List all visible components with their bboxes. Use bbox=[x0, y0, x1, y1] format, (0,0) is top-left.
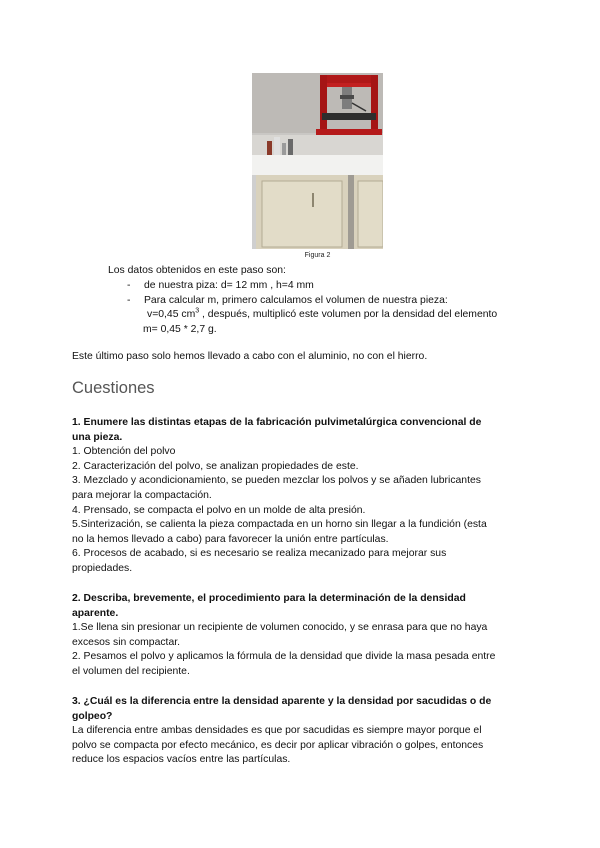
press-illustration bbox=[252, 73, 383, 249]
answer-line: 3. Mezclado y acondicionamiento, se pueden mezclar los polvos y se añaden lubricantes bbox=[72, 475, 481, 487]
answer-line: 4. Prensado, se compacta el polvo en un molde de alta presión. bbox=[72, 504, 366, 516]
answer-line: 2. Caracterización del polvo, se analizan propiedades de este. bbox=[72, 460, 359, 472]
question-title: aparente. bbox=[72, 607, 119, 619]
data-bullet-list bbox=[127, 279, 497, 337]
question-title: golpeo? bbox=[72, 710, 113, 722]
cubic-superscript: 3 bbox=[195, 307, 200, 315]
bullet-dash: - bbox=[127, 280, 131, 291]
answer-line: 2. Pesamos el polvo y aplicamos la fórmula de la densidad que divide la masa pesada entre bbox=[72, 651, 496, 663]
question-title: 3. ¿Cuál es la diferencia entre la densidad aparente y la densidad por sacudidas o de bbox=[72, 696, 492, 707]
question-title: una pieza. bbox=[72, 431, 123, 443]
answer-line: propiedades. bbox=[72, 562, 133, 574]
figure-caption: Figura 2 bbox=[304, 252, 331, 259]
answer-line: polvo se compacta por efecto mecánico, es decir por aplicar vibración o golpes, entonces bbox=[72, 739, 484, 751]
question-title: 1. Enumere las distintas etapas de la fabricación pulvimetalúrgica convencional de bbox=[72, 417, 482, 428]
answer-line: para mejorar la compactación. bbox=[72, 489, 212, 501]
bullet-item bbox=[127, 279, 497, 294]
bullet-text: Para calcular m, primero calculamos el volumen de nuestra pieza: bbox=[144, 294, 448, 306]
volume-formula: v=0,45 $cm^3$ , después, multiplicó este volumen por la densidad del elemento bbox=[147, 307, 498, 321]
press-photo bbox=[252, 73, 383, 249]
question-title: 2. Describa, brevemente, el procedimiento para la determinación de la densidad bbox=[72, 593, 466, 604]
question-1 bbox=[72, 416, 532, 577]
note-text: Este último paso solo hemos llevado a cabo con el aluminio, no con el hierro. bbox=[72, 351, 428, 362]
answer-line: 6. Procesos de acabado, si es necesario se realiza mecanizado para mejorar sus bbox=[72, 548, 447, 560]
section-title: Cuestiones bbox=[72, 379, 155, 397]
question-3 bbox=[72, 695, 532, 768]
answer-line: el volumen del recipiente. bbox=[72, 665, 190, 677]
answer-line: excesos sin compactar. bbox=[72, 636, 180, 648]
answer-line: 1. Obtención del polvo bbox=[72, 446, 176, 458]
intro-text: Los datos obtenidos en este paso son: bbox=[108, 265, 286, 276]
answer-line: 5.Sinterización, se calienta la pieza compactada en un horno sin llegar a la fundición (esta bbox=[72, 519, 487, 531]
answer-line: reduce los espacios vacíos entre las partículas. bbox=[72, 754, 291, 766]
bullet-text: de nuestra piza: d= 12 mm , h=4 mm bbox=[144, 280, 314, 291]
answer-line: La diferencia entre ambas densidades es que por sacudidas es siempre mayor porque el bbox=[72, 725, 482, 737]
bullet-dash: - bbox=[127, 294, 131, 306]
question-2 bbox=[72, 592, 532, 680]
mass-formula: m= 0,45 * 2,7 g. bbox=[143, 323, 217, 335]
answer-line: no la hemos llevado a cabo) para favorecer la unión entre partículas. bbox=[72, 533, 389, 545]
bullet-item bbox=[127, 294, 497, 309]
answer-line: 1.Se llena sin presionar un recipiente de volumen conocido, y se enrasa para que no haya bbox=[72, 622, 488, 634]
